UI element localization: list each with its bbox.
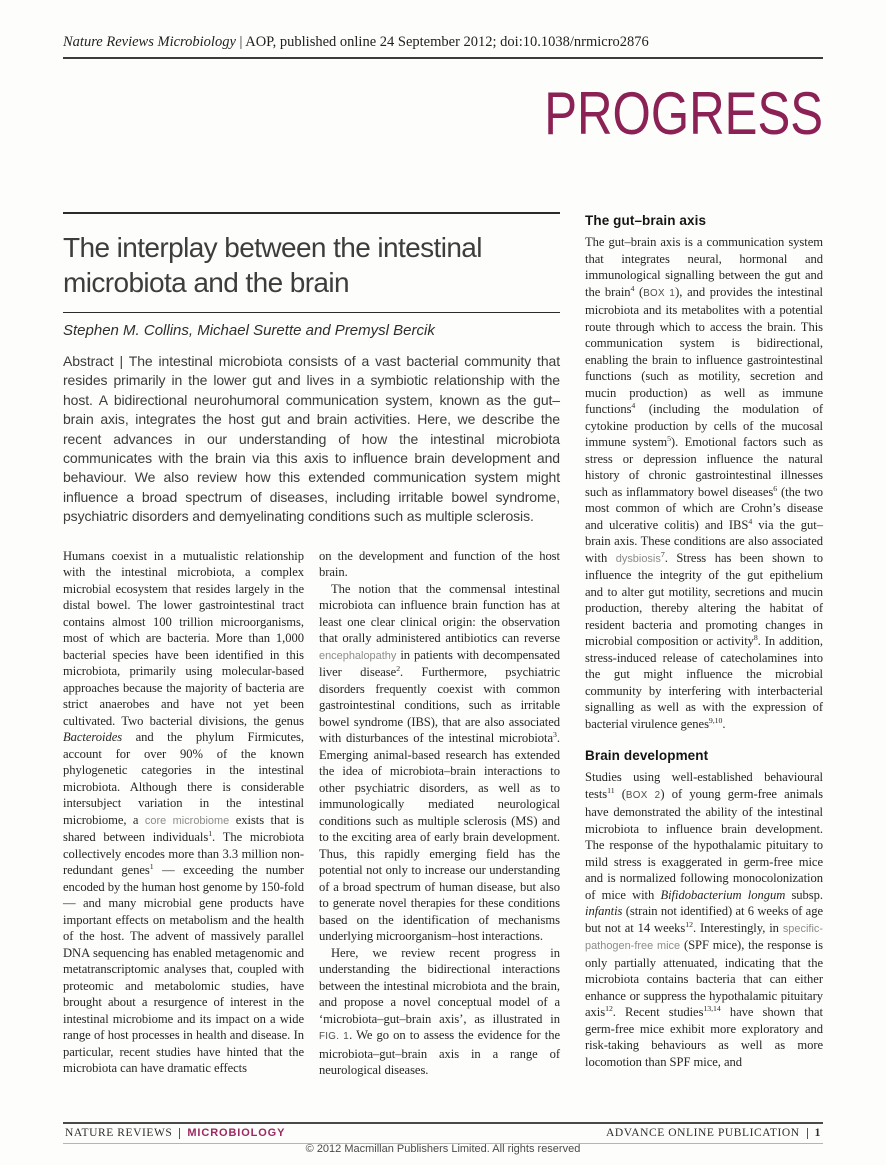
body-column-2 [319,548,560,1079]
article-abstract: Abstract | The intestinal microbiota consists of a vast bacterial community that resides primarily in the lower gut and lives in a symbiotic relationship with the host. A bidirectional neurohumoral communication system, known as the gut–brain axis, integrates the host gut and brain activities. Here, we describe the recent advances in our understanding of how the intestinal microbiota communicates with the brain via this axis to influence brain development and behaviour. We also review how this extended communication system might influence a broad spectrum of diseases, including irritable bowel syndrome, psychiatric disorders and demyelinating conditions such as multiple sclerosis. [63,353,560,525]
text-segment: . We go on to assess the evidence for the microbiota–gut–brain axis in a range of neurological diseases. [319,1028,560,1078]
reference-superscript: 4 [630,283,635,293]
paragraph [319,581,560,945]
section-brain-development [585,747,823,1070]
footer-microbiology-label: MICROBIOLOGY [187,1127,286,1139]
footer-divider [179,1128,180,1139]
text-segment: (strain not identified) at 6 weeks of age but not at 14 weeks [585,904,823,935]
footer-publication [606,1127,821,1139]
reference-superscript: 12 [605,1003,613,1013]
text-segment: . Recent studies [612,1005,704,1019]
text-segment: ). Emotional factors such as stress or depression influence the natural history of chronic gastrointestinal illnesses such as inflammatory bowel diseases [585,435,823,499]
glossary-term: encephalopathy [319,649,397,662]
reference-superscript: 1 [149,861,154,871]
text-segment: ( [614,786,626,801]
text-segment: in patients with decompensated liver disease [319,647,560,680]
glossary-term: specific-pathogen-free mice [585,922,823,952]
footer-journal [65,1127,285,1139]
paragraph [585,234,823,732]
paragraph [63,548,304,1077]
header-citation-line [63,34,823,59]
text-segment: on the development and function of the host brain. [319,548,560,580]
italic-text: Bacteroides [63,730,123,745]
text-segment: . Stress has been shown to influence the integrity of the gut epithelium and to alter gut motility, secretions and mucin production, thereby altering the habitat of resident bacteria and promoting changes in microbial composition or activity [585,550,823,648]
citation-meta: | AOP, published online 24 September 2012; doi:10.1038/nrmicro2876 [235,34,649,50]
glossary-term: dysbiosis [615,552,661,565]
text-segment: . In addition, stress-induced release of catecholamines into the gut might influence the microbial community by interfering with interbacterial signalling as well as with the expression of bacterial virulence genes [585,634,823,731]
reference-superscript: 9,10 [708,715,723,725]
text-segment: . The microbiota collectively encodes more than 3.3 million non-redundant genes [63,830,304,878]
journal-name: Nature Reviews Microbiology [63,34,236,50]
reference-superscript: 13,14 [703,1003,721,1013]
italic-text: infantis [585,904,623,918]
text-segment: . [722,716,726,731]
text-segment: (SPF mice), the response is only partially attenuated, indicating that the microbiota contains bacteria that can either enhance or suppress the hypothalamic pituitary axis [585,938,823,1019]
reference-superscript: 7 [660,549,665,559]
text-segment: The gut–brain axis is a communication system that integrates neural, hormonal and immunological signalling between the gut and the brain [585,235,823,299]
paragraph [585,769,823,1070]
figure-box-reference: FIG. 1 [319,1031,350,1043]
reference-superscript: 12 [685,919,693,929]
reference-superscript: 5 [667,433,671,443]
body-column-1 [63,548,304,1079]
text-segment: via the gut–brain axis. These conditions are also associated with [585,517,823,565]
text-segment: (the two most common of which are Crohn’s disease and ulcerative colitis) and IBS [585,484,823,532]
content-area [63,212,823,1079]
text-segment: Studies using well-established behavioural tests [585,770,823,801]
footer-nature-reviews-label: NATURE REVIEWS [65,1127,173,1139]
figure-box-reference: BOX 1 [643,287,676,299]
authors-line: Stephen M. Collins, Michael Surette and Premysl Bercik [63,322,435,339]
reference-superscript: 4 [748,516,753,526]
text-segment: . Interestingly, in [692,920,783,935]
glossary-term: core microbiome [144,814,230,827]
italic-text: Bifidobacterium longum [660,887,786,902]
text-segment: Here, we review recent progress in understanding the bidirectional interactions between the intestinal microbiota and the brain, and propose a novel conceptual model of a ‘microbiota–gut–brain axis’, as illustrated in [319,945,560,1026]
body-column-3 [585,212,823,1079]
text-segment: Humans coexist in a mutualistic relationship with the intestinal microbiota, a complex microbial ecosystem that resides largely in the distal bowel. The lower gastrointestinal tract contains almost 100 trillion microorganisms, most of which are bacteria. More than 1,000 bacterial species have been identified in this microbiota, primarily using molecular-based approaches because the majority of bacteria are strict anaerobes and have not yet been cultivated. Two bacterial divisions, the genus [63,548,304,728]
text-segment: and the phylum Firmicutes, account for over 90% of the known phylogenetic categories in the intestinal microbiota. Although there is considerable intersubject variation in the intestinal microbiome, a [63,730,304,827]
footer-divider [807,1128,808,1139]
reference-superscript: 2 [396,663,401,673]
title-block [63,212,560,527]
figure-box-reference: BOX 2 [625,789,661,801]
footer-page-number: 1 [814,1127,821,1139]
text-segment: ), and provides the intestinal microbiota and its metabolites with a potential route through which to access the brain. This communication system is bidirectional, enabling the brain to influence gastrointestinal functions (such as motility, secretion and mucin production) as well as immune functions [585,284,823,416]
text-segment: subsp. [785,887,823,902]
footer-advance-publication-label: ADVANCE ONLINE PUBLICATION [606,1127,800,1139]
text-segment: (including the modulation of cytokine production by cells of the mucosal immune system [585,402,823,449]
article-left-block [63,212,560,1079]
section-heading-brain-development: Brain development [585,748,709,763]
section-heading-gut-brain-axis: The gut–brain axis [585,213,707,228]
text-segment: . Furthermore, psychiatric disorders frequently coexist with common gastrointestinal conditions, such as irritable bowel syndrome (IBS), that are also associated with disturbances of the intestinal microbiota [319,665,561,746]
progress-banner: PROGRESS [544,80,823,147]
footer-bar [63,1122,823,1144]
text-segment: ) of young germ-free animals have demonstrated the ability of the intestinal microbiota to influence brain development. The response of the hypothalamic pituitary to mild stress is exaggerated in germ-free mice and is normalized following monocolonization of mice with [585,786,823,902]
body-columns-left [63,548,560,1079]
text-segment: . Emerging animal-based research has extended the idea of microbiota–brain interactions to other psychiatric disorders, as well as to immunologically mediated neurological conditions such as multiple sclerosis (MS) and to the exciting area of early brain development. Thus, this rapidly emerging field has the potential not only to increase our understanding of a broad spectrum of human disease, but also to generate novel therapies for these conditions based on the identification of mechanisms underlying microorganism–host interactions. [319,731,560,944]
reference-superscript: 4 [631,400,636,410]
text-segment: ( [634,284,644,299]
title-divider [63,312,560,313]
text-segment: — exceeding the number encoded by the human host genome by 150-fold — and many microbial gene products have important effects on metabolism and the health of the host. The advent of massively parallel DNA sequencing has enabled metagenomic and metatranscriptomic analyses that, coupled with proteomic and metabolomic studies, have brought about a resurgence of interest in the intestinal microbiome and its impact on a wide range of host processes in health and disease. In particular, recent studies have hinted that the microbiota can have dramatic effects [63,863,304,1076]
reference-superscript: 3 [553,729,557,739]
paragraph [319,548,560,581]
text-segment: exists that is shared between individuals [63,812,304,845]
reference-superscript: 6 [773,483,778,493]
reference-superscript: 11 [607,785,615,795]
copyright-line: © 2012 Macmillan Publishers Limited. All rights reserved [305,1143,581,1155]
text-segment: have shown that germ-free mice exhibit more exploratory and risk-taking behaviours as well as more locomotion than SPF mice, and [585,1005,823,1069]
reference-superscript: 8 [753,632,758,642]
text-segment: The notion that the commensal intestinal microbiota can influence brain function has at least one clear clinical origin: the observation that orally administered antibiotics can reverse [319,581,560,646]
article-title: The interplay between the intestinal microbiota and the brain [63,232,482,298]
reference-superscript: 1 [208,828,213,838]
section-gut-brain-axis [585,212,823,732]
paragraph [319,945,560,1079]
